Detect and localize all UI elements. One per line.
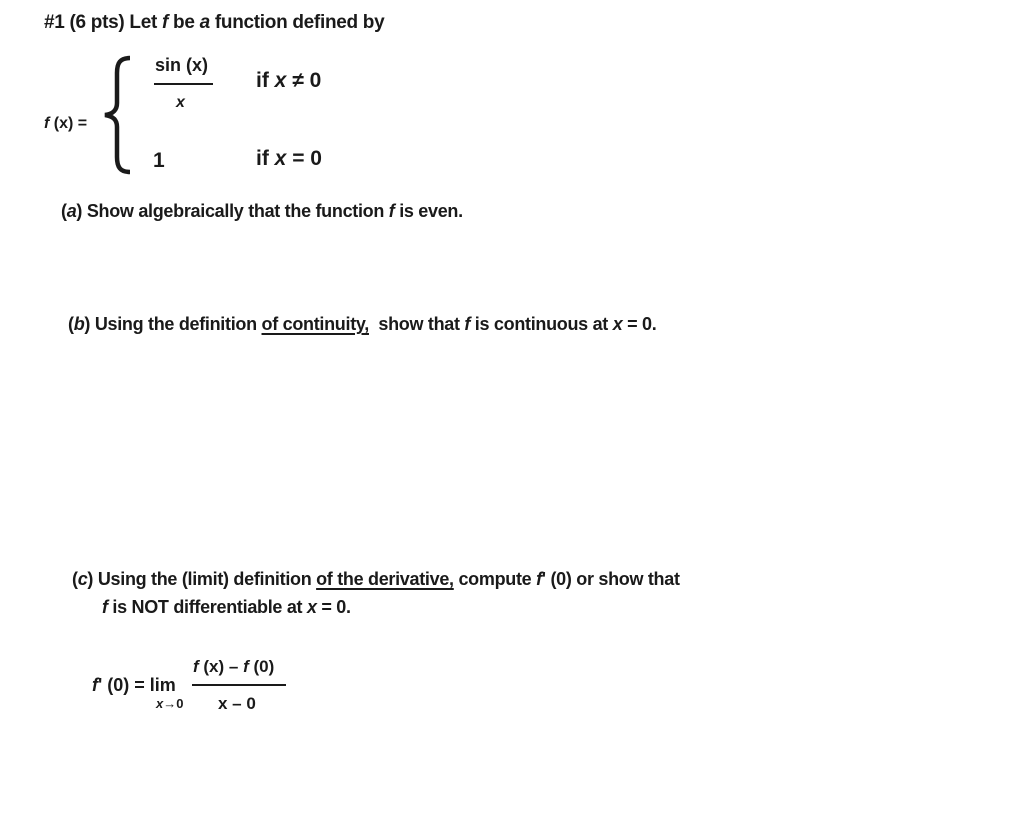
- case2-value: 1: [153, 149, 165, 172]
- case1-denominator: x: [176, 94, 185, 111]
- problem-number: #1: [44, 12, 65, 33]
- part-b-label: b: [73, 314, 85, 334]
- part-b-prompt: (b) Using the definition of continuity, show that f is continuous at x = 0.: [68, 314, 657, 334]
- derivative-lhs: f' (0) = lim: [92, 675, 176, 695]
- function-lhs: f (x) =: [44, 115, 88, 132]
- part-c-prompt-line2: f is NOT differentiable at x = 0.: [102, 597, 351, 617]
- derivative-denominator: x – 0: [218, 694, 256, 713]
- part-a-label: a: [66, 201, 77, 221]
- derivative-numerator: f (x) – f (0): [193, 657, 275, 676]
- part-a-prompt: (a) Show algebraically that the function f is even.: [61, 201, 463, 221]
- part-c-label: c: [77, 569, 88, 589]
- derivative-underline: of the derivative,: [316, 569, 454, 589]
- case1-condition: if x ≠ 0: [256, 69, 322, 92]
- derivative-fraction-bar: [192, 684, 286, 686]
- part-c-prompt-line1: (c) Using the (limit) definition of the derivative, compute f' (0) or show that: [72, 569, 680, 589]
- limit-subscript: x→0: [156, 696, 184, 711]
- problem-heading: #1 (6 pts) Let f be a function defined by: [44, 12, 385, 33]
- problem-points: (6 pts): [69, 12, 125, 33]
- continuity-underline: of continuity,: [261, 314, 369, 334]
- case1-fraction-bar: [154, 83, 213, 85]
- case1-numerator: sin (x): [155, 55, 209, 75]
- case2-condition: if x = 0: [256, 147, 322, 170]
- piecewise-brace: [100, 55, 134, 175]
